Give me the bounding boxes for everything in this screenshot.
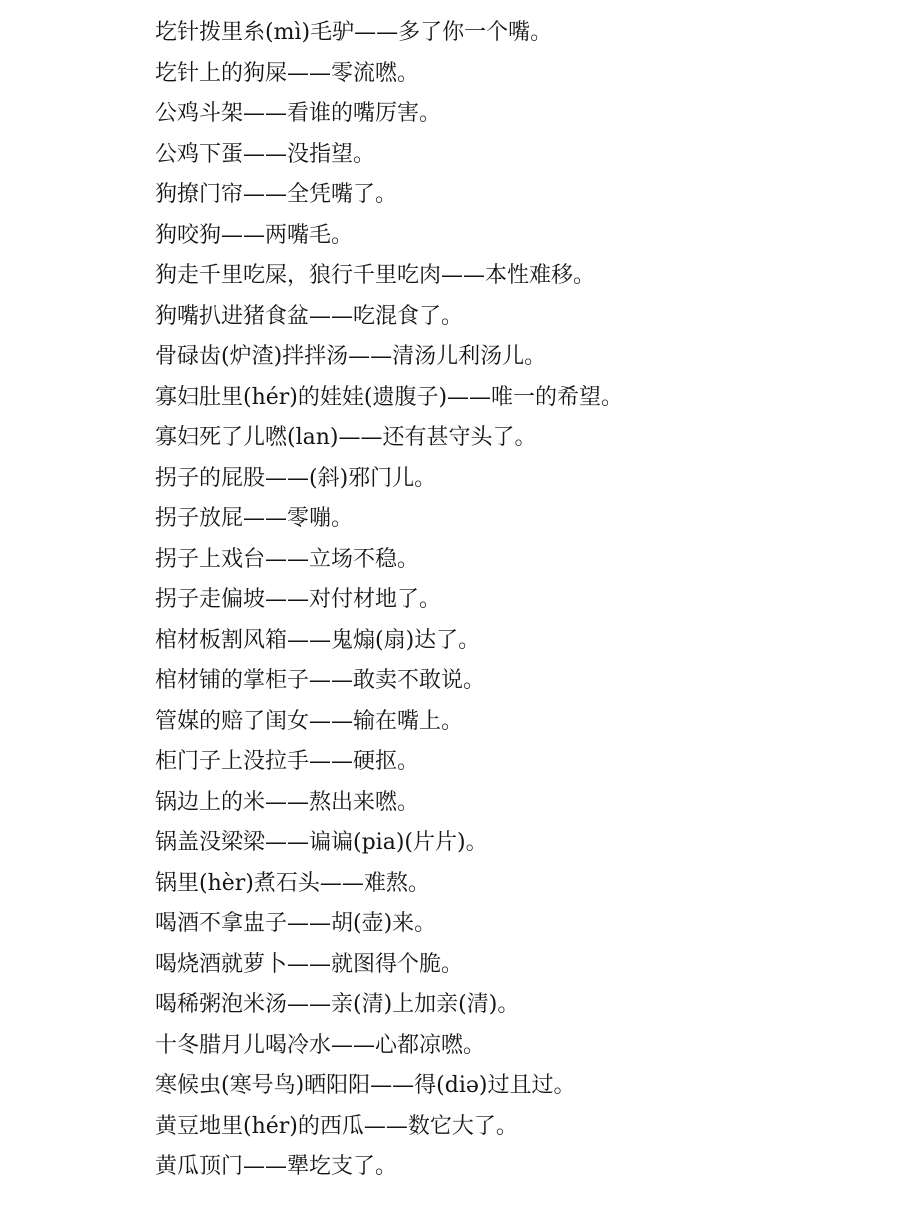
proverb-line: 寡妇死了儿嘫(lan)——还有甚守头了。 bbox=[155, 425, 537, 450]
proverb-line: 黄瓜顶门——犟圪支了。 bbox=[155, 1154, 398, 1179]
proverb-list bbox=[155, 15, 875, 1190]
proverb-line: 锅里(hèr)煮石头——难熬。 bbox=[155, 870, 430, 896]
proverb-line: 圪针拨里糸(mì)毛驴——多了你一个嘴。 bbox=[155, 20, 553, 45]
proverb-line: 公鸡斗架——看谁的嘴厉害。 bbox=[155, 101, 442, 126]
proverb-line: 狗咬狗——两嘴毛。 bbox=[155, 222, 354, 248]
proverb-line: 柜门子上没拉手——硬抠。 bbox=[155, 749, 420, 774]
proverb-line: 圪针上的狗屎——零流嘫。 bbox=[155, 60, 420, 86]
proverb-line: 黄豆地里(hér)的西瓜——数它大了。 bbox=[155, 1113, 518, 1139]
proverb-line: 锅盖没梁梁——谝谝(pia)(片片)。 bbox=[155, 830, 488, 855]
proverb-line: 拐子放屁——零嘣。 bbox=[155, 506, 354, 531]
proverb-line: 狗撩门帘——全凭嘴了。 bbox=[155, 182, 398, 207]
proverb-line: 喝稀粥泡米汤——亲(清)上加亲(清)。 bbox=[155, 992, 520, 1017]
proverb-line: 寒候虫(寒号鸟)晒阳阳——得(diə)过且过。 bbox=[155, 1073, 576, 1098]
proverb-line: 公鸡下蛋——没指望。 bbox=[155, 141, 376, 167]
proverb-line: 拐子上戏台——立场不稳。 bbox=[155, 546, 420, 572]
proverb-line: 拐子的屁股——(斜)邪门儿。 bbox=[155, 465, 437, 491]
proverb-line: 骨碌齿(炉渣)拌拌汤——清汤儿利汤儿。 bbox=[155, 344, 547, 369]
proverb-line: 喝酒不拿盅子——胡(壶)来。 bbox=[155, 911, 437, 936]
proverb-line: 寡妇肚里(hér)的娃娃(遗腹子)——唯一的希望。 bbox=[155, 384, 624, 410]
proverb-line: 喝烧酒就萝卜——就图得个脆。 bbox=[155, 951, 464, 977]
proverb-line: 拐子走偏坡——对付材地了。 bbox=[155, 587, 442, 612]
proverb-line: 十冬腊月儿喝冷水——心都凉嘫。 bbox=[155, 1032, 486, 1058]
proverb-line: 狗嘴扒进猪食盆——吃混食了。 bbox=[155, 303, 464, 329]
proverb-line: 狗走千里吃屎，狼行千里吃肉——本性难移。 bbox=[155, 263, 596, 288]
proverb-line: 棺材板割风箱——鬼煽(扇)达了。 bbox=[155, 627, 481, 653]
proverb-line: 管媒的赔了闺女——输在嘴上。 bbox=[155, 708, 464, 734]
proverb-line: 锅边上的米——熬出来嘫。 bbox=[155, 789, 420, 815]
proverb-line: 棺材铺的掌柜子——敢卖不敢说。 bbox=[155, 668, 486, 693]
